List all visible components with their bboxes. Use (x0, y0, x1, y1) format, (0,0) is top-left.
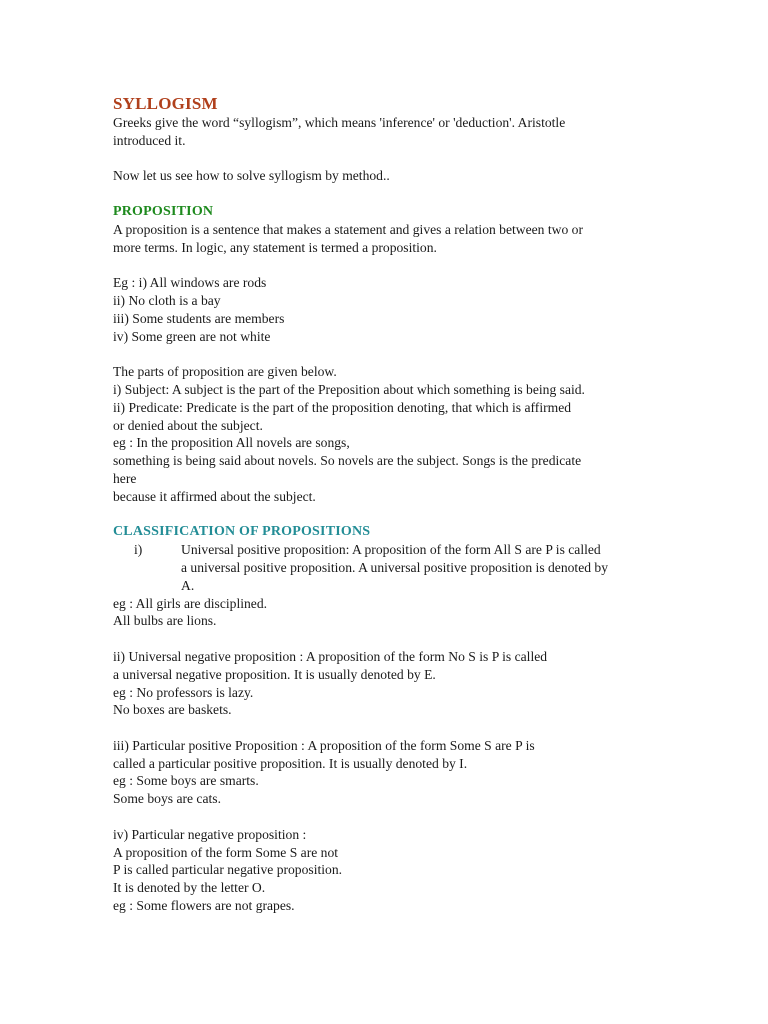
parts-line: ii) Predicate: Predicate is the part of the proposition denoting, that which is affirmed (113, 399, 572, 415)
parts-line: The parts of proposition are given below. (113, 364, 337, 380)
definition-line: more terms. In logic, any statement is termed a proposition. (113, 239, 437, 255)
document-title: SYLLOGISM (113, 94, 218, 113)
example-line: All bulbs are lions. (113, 613, 217, 629)
classification-line: Some boys are cats. (113, 791, 221, 807)
parts-line: or denied about the subject. (113, 417, 263, 433)
example-line: iv) Some green are not white (113, 328, 271, 344)
document-page (113, 94, 673, 915)
section-heading-proposition: PROPOSITION (113, 203, 214, 219)
intro-line: Greeks give the word “syllogism”, which means 'inference' or 'deduction'. Aristotle (113, 115, 566, 130)
example-line: Eg : i) All windows are rods (113, 275, 267, 291)
parts-line: something is being said about novels. So novels are the subject. Songs is the predicate (113, 453, 582, 469)
example-line: eg : All girls are disciplined. (113, 595, 268, 611)
list-item-body (181, 541, 673, 594)
classification-line: eg : Some flowers are not grapes. (113, 898, 295, 914)
definition-line: A proposition is a sentence that makes a statement and gives a relation between two or (113, 221, 583, 237)
parts-line: i) Subject: A subject is the part of the Preposition about which something is being said. (113, 381, 585, 397)
example-line: ii) No cloth is a bay (113, 292, 221, 308)
intro-line: Now let us see how to solve syllogism by method.. (113, 168, 390, 184)
list-marker: i) (134, 542, 143, 558)
classification-line: eg : No professors is lazy. (113, 684, 254, 700)
parts-line: eg : In the proposition All novels are songs, (113, 435, 350, 451)
list-item-line: a universal positive proposition. A universal positive proposition is denoted by (181, 559, 609, 575)
list-item (113, 541, 673, 594)
classification-line: It is denoted by the letter O. (113, 880, 266, 896)
parts-line: here (113, 470, 137, 486)
intro-line: introduced it. (113, 132, 186, 148)
classification-line: called a particular positive proposition. It is usually denoted by I. (113, 755, 468, 771)
parts-line: because it affirmed about the subject. (113, 488, 316, 504)
classification-line: A proposition of the form Some S are not (113, 844, 339, 860)
classification-line: P is called particular negative proposition. (113, 862, 343, 878)
list-item-line: Universal positive proposition: A proposition of the form All S are P is called (181, 542, 601, 558)
section-heading-classification: CLASSIFICATION OF PROPOSITIONS (113, 524, 371, 540)
example-line: iii) Some students are members (113, 310, 285, 326)
classification-line: iii) Particular positive Proposition : A proposition of the form Some S are P is (113, 737, 535, 753)
classification-line: eg : Some boys are smarts. (113, 773, 259, 789)
list-item-line: A. (181, 577, 195, 593)
classification-line: No boxes are baskets. (113, 702, 232, 718)
classification-line: iv) Particular negative proposition : (113, 826, 307, 842)
classification-line: a universal negative proposition. It is usually denoted by E. (113, 666, 436, 682)
classification-line: ii) Universal negative proposition : A proposition of the form No S is P is called (113, 648, 548, 664)
